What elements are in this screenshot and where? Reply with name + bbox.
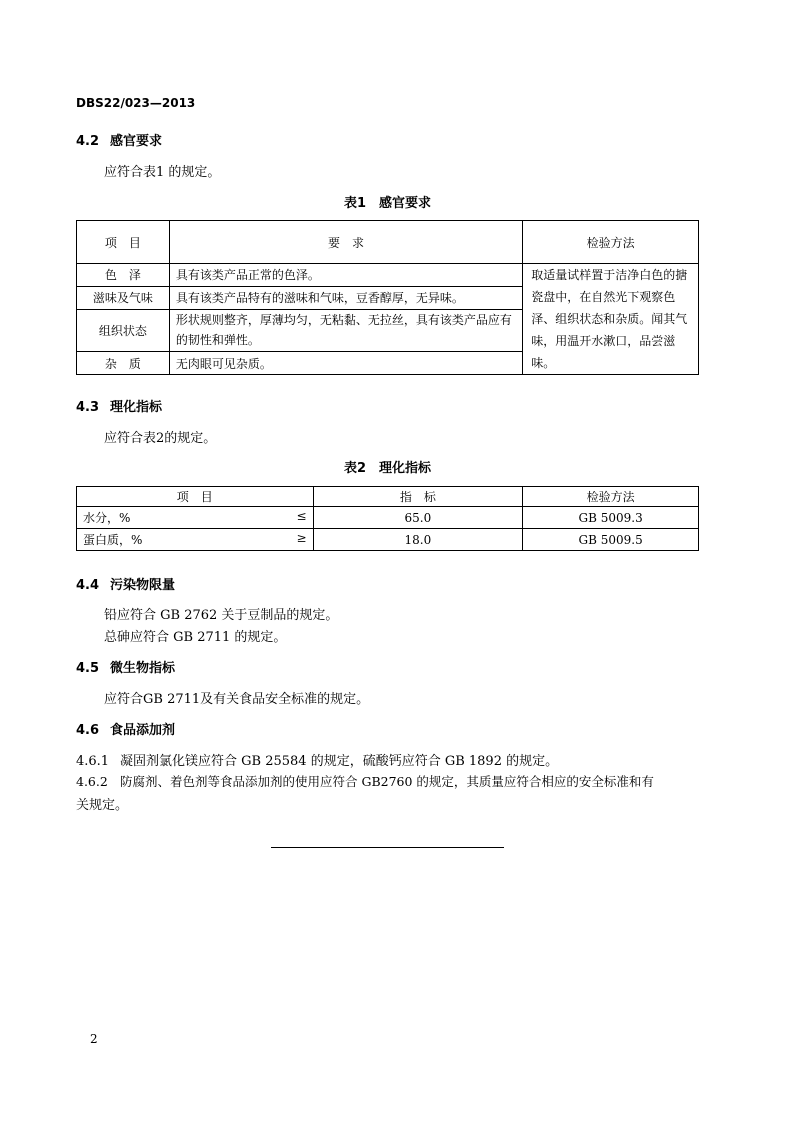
clause-number: 4.6.2	[76, 774, 108, 789]
table-header-cell: 检验方法	[523, 221, 699, 264]
section-4-3-text: 应符合表2的规定。	[104, 431, 217, 446]
section-4-6-heading	[76, 719, 175, 738]
page-number: 2	[90, 1032, 98, 1046]
section-number: 4.3	[76, 400, 100, 415]
table-cell-method: GB 5009.5	[523, 529, 699, 551]
table-row	[77, 507, 699, 529]
section-4-4-line-1: 铅应符合 GB 2762 关于豆制品的规定。	[104, 608, 339, 623]
section-4-2-heading	[76, 130, 162, 149]
section-number: 4.2	[76, 134, 100, 149]
item-label: 水分，%	[83, 511, 131, 525]
table-cell-item: 滋味及气味	[77, 286, 170, 309]
table-cell-method: GB 5009.3	[523, 507, 699, 529]
table2-physicochemical	[76, 486, 699, 551]
section-number: 4.5	[76, 661, 100, 676]
section-4-3-heading	[76, 396, 162, 415]
clause-4-6-1	[76, 750, 699, 769]
table1-sensory	[76, 220, 699, 375]
table-header-cell: 项 目	[77, 487, 314, 507]
table-cell-item	[77, 529, 314, 551]
table-cell-value: 65.0	[313, 507, 523, 529]
section-number: 4.6	[76, 723, 100, 738]
section-title: 食品添加剂	[110, 723, 176, 738]
table-cell-item	[77, 507, 314, 529]
table-header-row	[77, 487, 699, 507]
section-4-5-heading	[76, 657, 175, 676]
table-header-cell: 要 求	[169, 221, 522, 264]
table-cell-method: 取适量试样置于洁净白色的搪瓷盘中，在自然光下观察色泽、组织状态和杂质。闻其气味，用温开水漱口，品尝滋味。	[523, 264, 699, 375]
end-rule-divider	[271, 847, 504, 848]
table-row	[77, 529, 699, 551]
table-cell-item: 杂 质	[77, 352, 170, 375]
table-row	[77, 264, 699, 287]
table-header-row	[77, 221, 699, 264]
item-label: 蛋白质，%	[83, 533, 143, 547]
section-title: 理化指标	[110, 400, 163, 415]
table-header-cell: 项 目	[77, 221, 170, 264]
comparison-operator: ≤	[296, 509, 307, 523]
table1-caption: 表1 感官要求	[343, 196, 432, 211]
section-title: 微生物指标	[110, 661, 176, 676]
table-cell-requirement: 无肉眼可见杂质。	[169, 352, 522, 375]
section-title: 感官要求	[110, 134, 163, 149]
section-4-2-text: 应符合表1 的规定。	[104, 165, 221, 180]
section-4-4-heading	[76, 574, 175, 593]
table-cell-value: 18.0	[313, 529, 523, 551]
table-header-cell: 检验方法	[523, 487, 699, 507]
table-header-cell: 指 标	[313, 487, 523, 507]
table-cell-requirement: 具有该类产品特有的滋味和气味，豆香醇厚，无异味。	[169, 286, 522, 309]
table-cell-requirement: 形状规则整齐，厚薄均匀，无粘黏、无拉丝，具有该类产品应有的韧性和弹性。	[169, 309, 522, 352]
section-number: 4.4	[76, 578, 100, 593]
table-cell-item: 色 泽	[77, 264, 170, 287]
clause-text: 防腐剂、着色剂等食品添加剂的使用应符合 GB2760 的规定，其质量应符合相应的安全标准和有	[120, 774, 654, 789]
table2-caption: 表2 理化指标	[343, 461, 432, 476]
clause-4-6-2	[76, 772, 699, 790]
section-4-4-line-2: 总砷应符合 GB 2711 的规定。	[104, 630, 287, 645]
document-code: DBS22/023—2013	[76, 96, 196, 110]
clause-text: 凝固剂氯化镁应符合 GB 25584 的规定，硫酸钙应符合 GB 1892 的规定。	[120, 754, 559, 769]
table-cell-item: 组织状态	[77, 309, 170, 352]
comparison-operator: ≥	[296, 531, 307, 545]
section-4-5-text: 应符合GB 2711及有关食品安全标准的规定。	[104, 692, 370, 707]
clause-4-6-2-continuation: 关规定。	[76, 798, 129, 813]
clause-number: 4.6.1	[76, 754, 110, 769]
section-title: 污染物限量	[110, 578, 176, 593]
table-cell-requirement: 具有该类产品正常的色泽。	[169, 264, 522, 287]
